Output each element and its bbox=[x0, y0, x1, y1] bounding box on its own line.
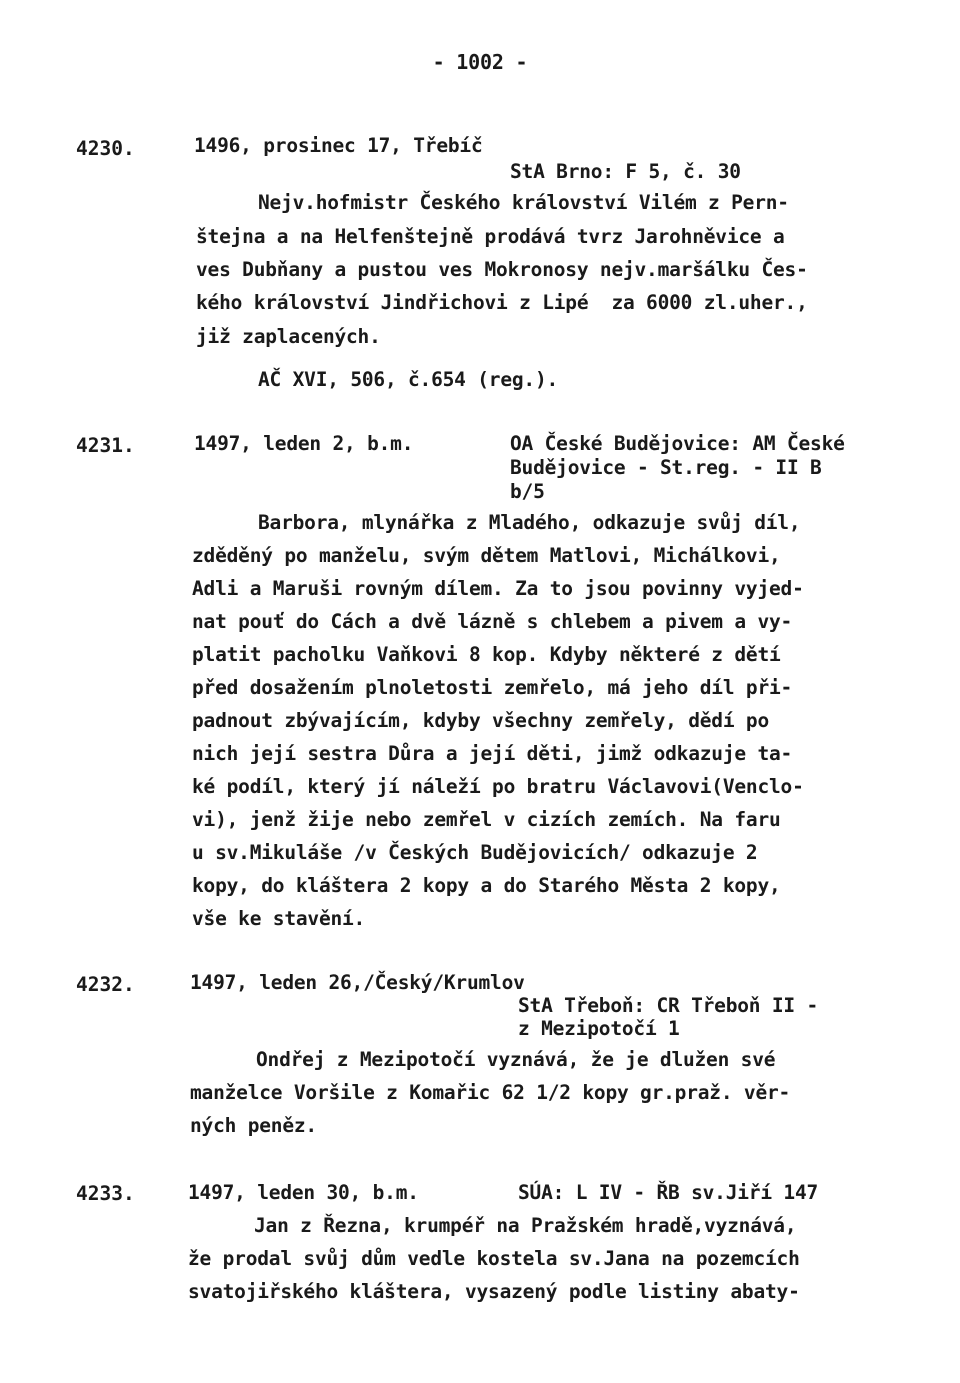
page-number: - 1002 - bbox=[432, 50, 528, 74]
entry-body-line: již zaplacených. bbox=[196, 325, 381, 348]
entry-number: 4230. bbox=[76, 137, 135, 160]
entry-body-line: ves Dubňany a pustou ves Mokronosy nejv.maršálku Čes- bbox=[196, 258, 808, 281]
entry-body-line: před dosažením plnoletosti zemřelo, má jeho díl při- bbox=[192, 676, 793, 699]
entry-body-line: svatojiřského kláštera, vysazený podle listiny abaty- bbox=[188, 1280, 800, 1303]
entry-source: OA České Budějovice: AM České bbox=[510, 432, 845, 455]
entry-number: 4232. bbox=[76, 973, 135, 996]
entry-body-line: platit pacholku Vaňkovi 8 kop. Kdyby některé z dětí bbox=[192, 643, 781, 666]
entry-body-line: že prodal svůj dům vedle kostela sv.Jana na pozemcích bbox=[188, 1247, 800, 1270]
entry-source: SÚA: L IV - ŘB sv.Jiří 147 bbox=[518, 1181, 819, 1204]
entry-source: Budějovice - St.reg. - II B bbox=[510, 456, 822, 479]
entry-body-line: Nejv.hofmistr Českého království Vilém z Pern- bbox=[258, 191, 789, 214]
entry-number: 4231. bbox=[76, 434, 135, 457]
entry-body-line: Adli a Maruši rovným dílem. Za to jsou povinny vyjed- bbox=[192, 577, 804, 600]
entry-body-line: kopy, do kláštera 2 kopy a do Starého Města 2 kopy, bbox=[192, 874, 781, 897]
entry-note: AČ XVI, 506, č.654 (reg.). bbox=[258, 368, 559, 391]
entry-body-line: ných peněz. bbox=[190, 1114, 317, 1137]
entry-source: b/5 bbox=[510, 480, 545, 503]
entry-body-line: nich její sestra Důra a její děti, jimž odkazuje ta- bbox=[192, 742, 793, 765]
entry-body-line: kého království Jindřichovi z Lipé za 6000 zl.uher., bbox=[196, 291, 808, 314]
entry-body-line: Jan z Řezna, krumpéř na Pražském hradě,vyznává, bbox=[254, 1214, 797, 1237]
entry-body-line: vše ke stavění. bbox=[192, 907, 366, 930]
entry-body-line: vi), jenž žije nebo zemřel v cizích zemích. Na faru bbox=[192, 808, 781, 831]
entry-header: 1497, leden 2, b.m. bbox=[194, 432, 414, 455]
entry-body-line: Barbora, mlynářka z Mladého, odkazuje svůj díl, bbox=[258, 511, 801, 534]
entry-body-line: manželce Voršile z Komařic 62 1/2 kopy gr.praž. věr- bbox=[190, 1081, 791, 1104]
entry-body-line: Ondřej z Mezipotočí vyznává, že je dlužen své bbox=[256, 1048, 776, 1071]
entry-header: 1496, prosinec 17, Třebíč bbox=[194, 134, 483, 157]
entry-number: 4233. bbox=[76, 1182, 135, 1205]
entry-header: 1497, leden 26,/Český/Krumlov bbox=[190, 971, 525, 994]
entry-body-line: padnout zbývajícím, kdyby všechny zemřely, dědí po bbox=[192, 709, 769, 732]
entry-source: z Mezipotočí 1 bbox=[518, 1017, 680, 1040]
entry-body-line: ké podíl, který jí náleží po bratru Václavovi(Venclo- bbox=[192, 775, 804, 798]
entry-header: 1497, leden 30, b.m. bbox=[188, 1181, 419, 1204]
entry-body-line: nat pouť do Cách a dvě lázně s chlebem a pivem a vy- bbox=[192, 610, 793, 633]
entry-source: StA Brno: F 5, č. 30 bbox=[510, 160, 741, 183]
entry-body-line: štejna a na Helfenštejně prodává tvrz Jarohněvice a bbox=[196, 225, 785, 248]
entry-source: StA Třeboň: CR Třeboň II - bbox=[518, 994, 819, 1017]
entry-body-line: zděděný po manželu, svým dětem Matlovi, Michálkovi, bbox=[192, 544, 781, 567]
entry-body-line: u sv.Mikuláše /v Českých Budějovicích/ odkazuje 2 bbox=[192, 841, 758, 864]
